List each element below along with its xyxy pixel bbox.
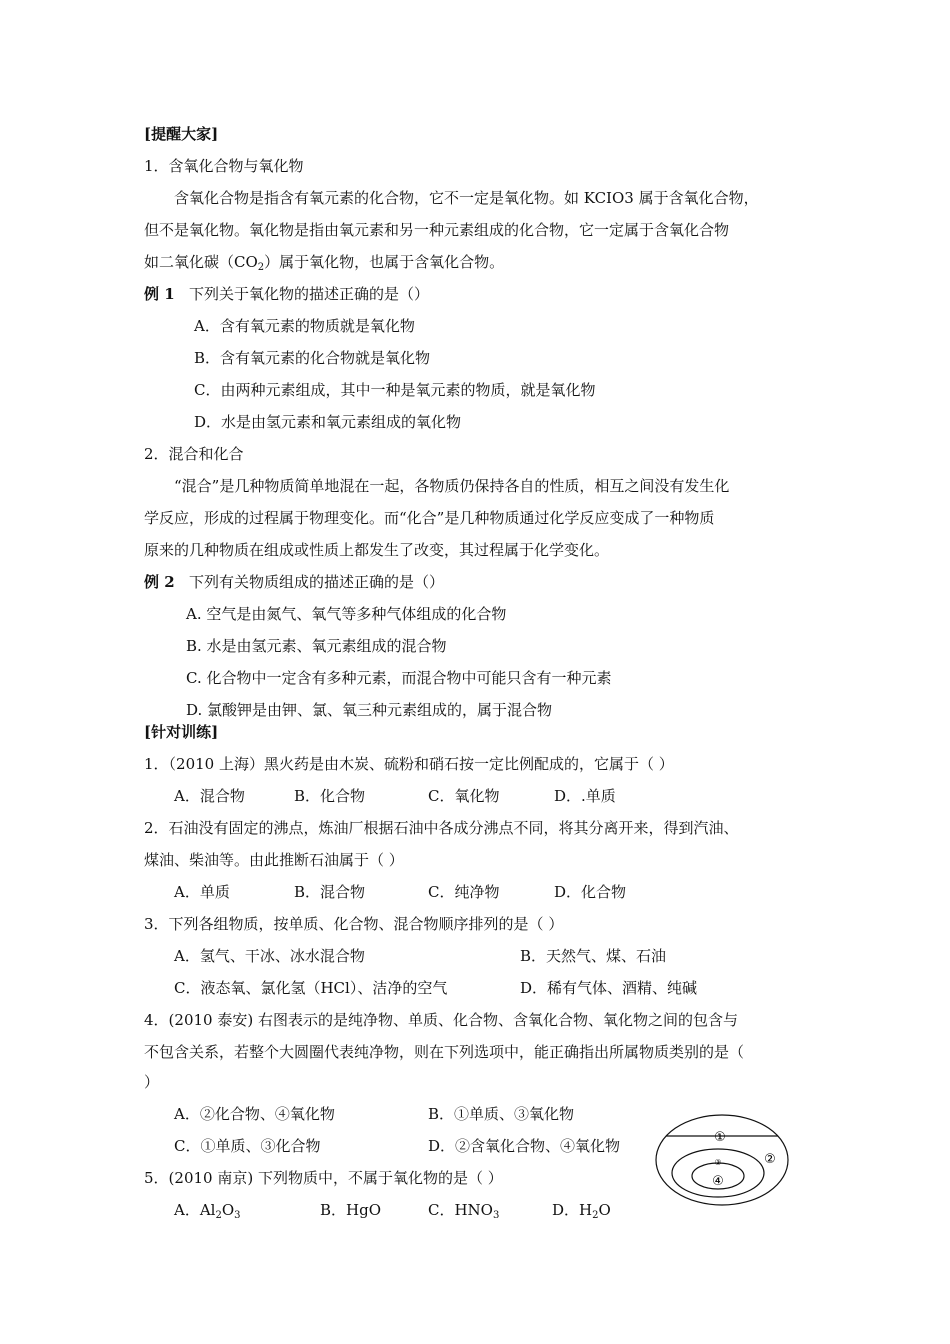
topic-1-text-line: 含氧化合物是指含有氧元素的化合物，它不一定是氧化物。如 KCIO3 属于含氧化合物， — [174, 189, 759, 207]
topic-2-text-line: 原来的几种物质在组成或性质上都发生了改变，其过程属于化学变化。 — [144, 541, 610, 559]
question-4-line: 4．(2010 泰安) 右图表示的是纯净物、单质、化合物、含氧化合物、氧化物之间的包含与 — [144, 1011, 738, 1029]
middle-ellipse — [672, 1149, 764, 1197]
label-1: ① — [714, 1130, 726, 1145]
example-1-option: A．含有氧元素的物质就是氧化物 — [194, 317, 415, 335]
question-2-option: A．单质 — [174, 883, 230, 901]
question-2-option: C．纯净物 — [428, 883, 500, 901]
question-5-option: C．$HNO_3$ — [428, 1201, 500, 1221]
topic-2-title: 2．混合和化合 — [144, 445, 244, 463]
question-4-option: B．①单质、③氧化物 — [428, 1105, 575, 1123]
question-2-line: 2．石油没有固定的沸点，炼油厂根据石油中各成分沸点不同，将其分离开来，得到汽油、 — [144, 819, 739, 837]
question-3-option: C．液态氧、氯化氢（HCl）、洁净的空气 — [174, 979, 448, 997]
question-3: 3．下列各组物质，按单质、化合物、混合物顺序排列的是（ ） — [144, 915, 564, 933]
example-2-option: D. 氯酸钾是由钾、氯、氧三种元素组成的，属于混合物 — [186, 701, 553, 719]
question-1-option: C．氧化物 — [428, 787, 500, 805]
question-5-option: B．HgO — [320, 1201, 382, 1219]
classification-diagram — [654, 1112, 790, 1208]
question-1-option: D．.单质 — [554, 787, 616, 805]
question-5-option: A．$Al_2O_3$ — [174, 1201, 241, 1221]
question-1: 1．（2010 上海）黑火药是由木炭、硫粉和硝石按一定比例配成的，它属于（ ） — [144, 755, 674, 773]
topic-1-text-line: 但不是氧化物。氧化物是指由氧元素和另一种元素组成的化合物，它一定属于含氧化合物 — [144, 221, 730, 239]
question-1-option: A．混合物 — [174, 787, 245, 805]
example-2-option: A. 空气是由氮气、氧气等多种气体组成的化合物 — [186, 605, 507, 623]
question-2-option: B．混合物 — [294, 883, 366, 901]
question-2-line: 煤油、柴油等。由此推断石油属于（ ） — [144, 851, 404, 869]
example-2: 例 2 下列有关物质组成的描述正确的是（） — [144, 573, 444, 591]
question-1-option: B．化合物 — [294, 787, 366, 805]
question-4-option: A．②化合物、④氧化物 — [174, 1105, 335, 1123]
topic-2-text-line: “混合”是几种物质简单地混在一起，各物质仍保持各自的性质，相互之间没有发生化 — [174, 477, 730, 495]
question-4-option: C．①单质、③化合物 — [174, 1137, 321, 1155]
question-4-line: ） — [144, 1073, 160, 1091]
example-1-option: D．水是由氢元素和氧元素组成的氧化物 — [194, 413, 462, 431]
example-2-option: C. 化合物中一定含有多种元素，而混合物中可能只含有一种元素 — [186, 669, 612, 687]
topic-1-title: 1．含氧化合物与氧化物 — [144, 157, 304, 175]
question-4-line: 不包含关系，若整个大圆圈代表纯净物，则在下列选项中，能正确指出所属物质类别的是（ — [144, 1043, 745, 1061]
label-2: ② — [764, 1152, 776, 1167]
question-2-option: D．化合物 — [554, 883, 627, 901]
example-2-option: B. 水是由氢元素、氧元素组成的混合物 — [186, 637, 447, 655]
section-header-training: [针对训练] — [144, 723, 219, 741]
question-4-option: D．②含氧化合物、④氧化物 — [428, 1137, 621, 1155]
topic-1-text-line: 如二氧化碳$(CO_2)$属于氧化物，也属于含氧化合物。 — [144, 253, 505, 273]
question-3-option: B．天然气、煤、石油 — [520, 947, 667, 965]
example-1-option: C．由两种元素组成，其中一种是氧元素的物质，就是氧化物 — [194, 381, 596, 399]
question-5-option: D．$H_2O$ — [552, 1201, 611, 1221]
label-4: ④ — [712, 1174, 724, 1189]
section-header-reminder: [提醒大家] — [144, 125, 219, 143]
example-1: 例 1 下列关于氧化物的描述正确的是（） — [144, 285, 429, 303]
label-3: ③ — [714, 1158, 722, 1167]
question-3-option: A．氢气、干冰、冰水混合物 — [174, 947, 365, 965]
example-1-option: B．含有氧元素的化合物就是氧化物 — [194, 349, 431, 367]
question-5: 5．(2010 南京) 下列物质中，不属于氧化物的是（ ） — [144, 1169, 503, 1187]
topic-2-text-line: 学反应，形成的过程属于物理变化。而“化合”是几种物质通过化学反应变成了一种物质 — [144, 509, 715, 527]
question-3-option: D．稀有气体、酒精、纯碱 — [520, 979, 698, 997]
